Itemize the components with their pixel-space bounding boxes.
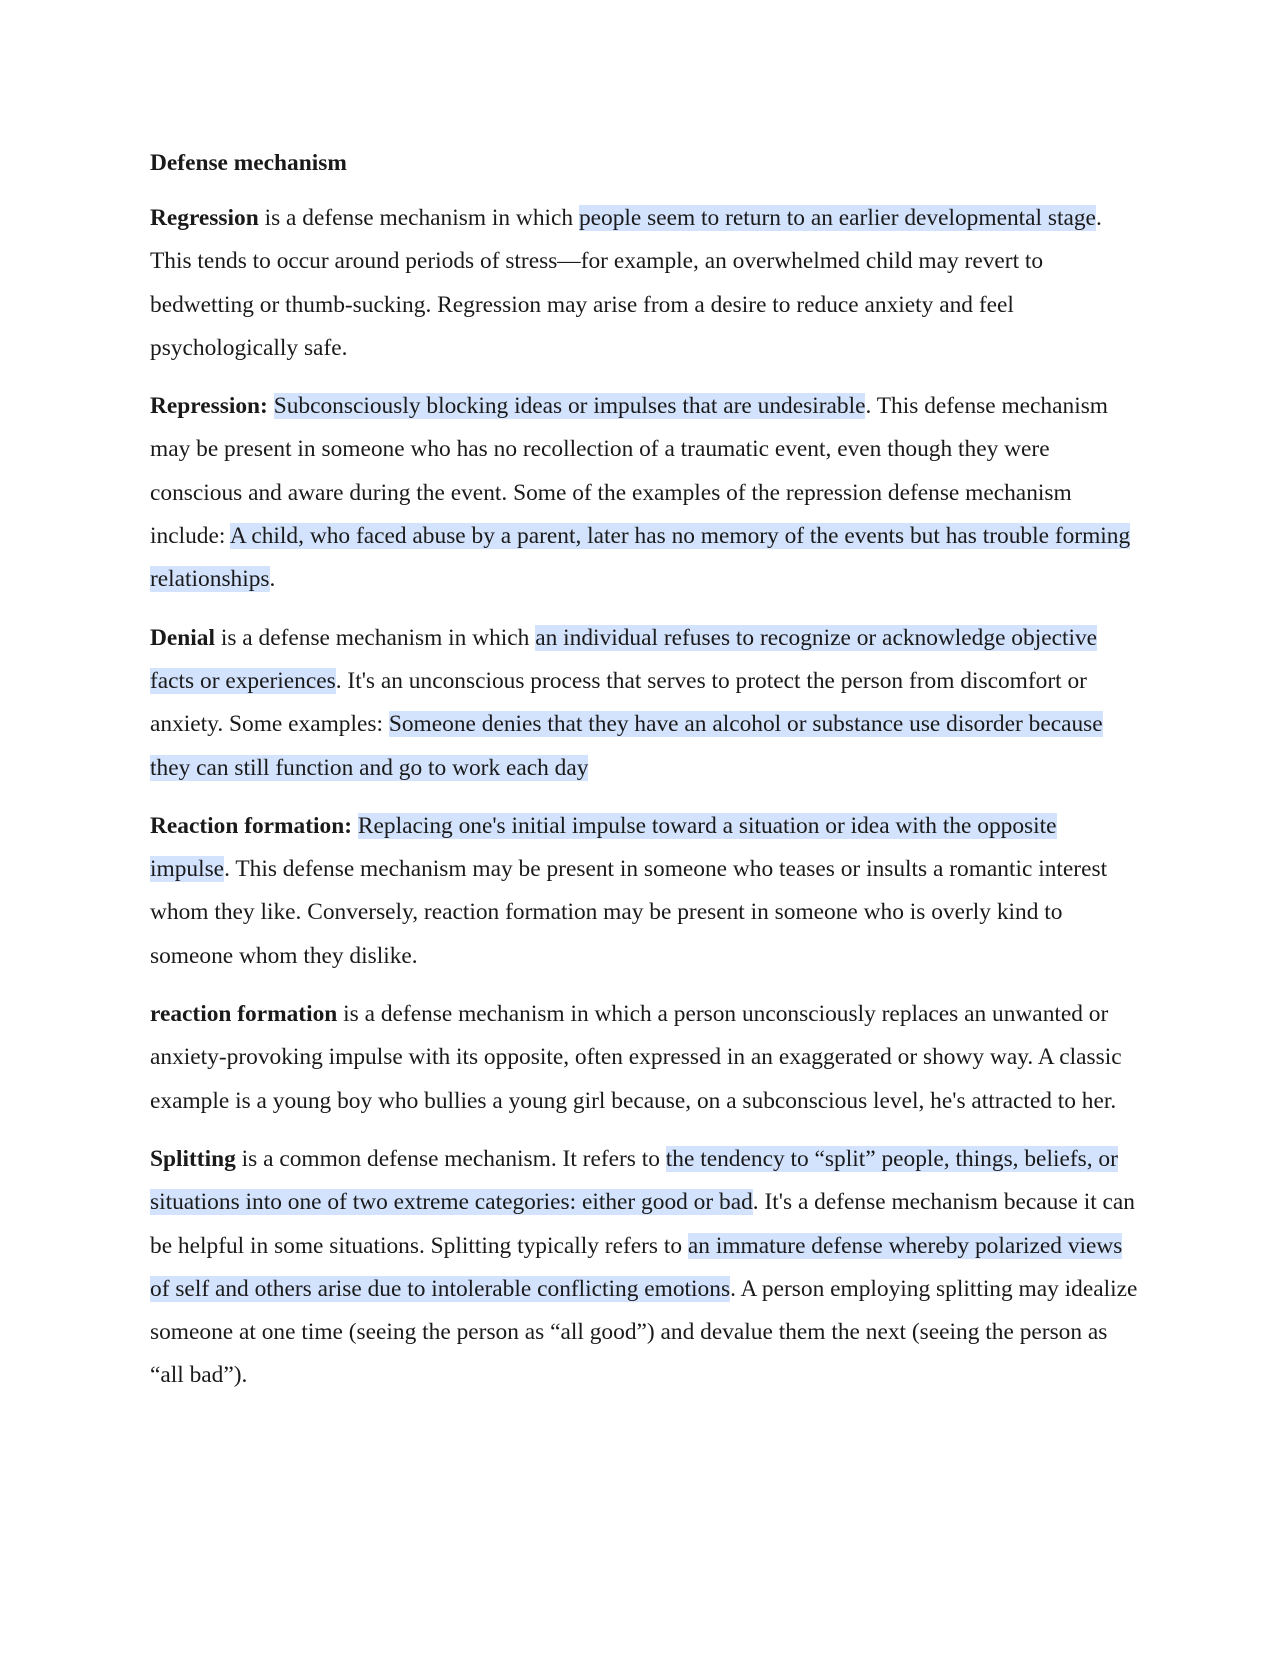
- highlighted-text: people seem to return to an earlier developmental stage: [578, 205, 1096, 231]
- paragraph-term: Repression:: [150, 393, 268, 420]
- paragraph: [150, 197, 1140, 370]
- paragraph-text: is a defense mechanism in which a person unconsciously replaces an unwanted or anxiety-provoking impulse with its opposite, often expressed in an exaggerated or showy way. A classic example is a young boy who bullies a young girl because, on a subconscious level, he's attracted to her.: [150, 1001, 1122, 1114]
- paragraph-text: is a defense mechanism in which: [258, 205, 579, 231]
- paragraph: [150, 805, 1140, 978]
- paragraph-text: [268, 393, 274, 419]
- paragraph-term: Regression: [150, 205, 259, 231]
- highlighted-text: Someone denies that they have an alcohol or substance use disorder because they can still function and go to work each day: [150, 711, 1103, 781]
- highlighted-text: A child, who faced abuse by a parent, later has no memory of the events but has trouble forming relationships: [150, 523, 1131, 593]
- paragraph-text: is a defense mechanism in which: [214, 624, 536, 651]
- paragraph-text: . It's an unconscious process that serves to protect the person from discomfort or anxiety. Some examples:: [150, 667, 1087, 738]
- highlighted-text: Subconsciously blocking ideas or impulses that are undesirable: [273, 393, 866, 420]
- paragraph-term: Denial: [150, 624, 215, 651]
- highlighted-text: an immature defense whereby polarized views of self and others arise due to intolerable conflicting emotions: [150, 1232, 1123, 1302]
- highlighted-text: the tendency to “split” people, things, beliefs, or situations into one of two extreme categories: either good or bad: [150, 1145, 1118, 1216]
- paragraph: [150, 993, 1140, 1123]
- paragraph: [150, 617, 1140, 790]
- document-body: [150, 197, 1140, 1398]
- paragraph-text: . This defense mechanism may be present in someone who teases or insults a romantic interest whom they like. Conversely, reaction formation may be present in someone who is overly kind to someone whom they dislike.: [150, 856, 1108, 969]
- paragraph-text: . This tends to occur around periods of stress—for example, an overwhelmed child may revert to bedwetting or thumb-sucking. Regression may arise from a desire to reduce anxiety and feel psychologically safe.: [150, 205, 1102, 361]
- paragraph-text: . This defense mechanism may be present in someone who has no recollection of a traumatic event, even though they were conscious and aware during the event. Some of the examples of the repression defense mechanism include:: [150, 393, 1108, 550]
- paragraph-text: . A person employing splitting may idealize someone at one time (seeing the person as “all good”) and devalue them the next (seeing the person as “all bad”).: [150, 1275, 1138, 1389]
- document-page: [150, 146, 1140, 1413]
- paragraph: [150, 1138, 1140, 1398]
- paragraph-term: Reaction formation:: [150, 812, 353, 839]
- paragraph-text: is a common defense mechanism. It refers to: [235, 1145, 666, 1172]
- paragraph-text: [352, 813, 358, 839]
- document-title: Defense mechanism: [150, 150, 347, 176]
- highlighted-text: Replacing one's initial impulse toward a situation or idea with the opposite impulse: [150, 812, 1057, 883]
- paragraph-text: . It's a defense mechanism because it can be helpful in some situations. Splitting typically refers to: [150, 1189, 1135, 1259]
- paragraph-text: .: [269, 566, 276, 593]
- paragraph: [150, 385, 1140, 601]
- paragraph-term: Splitting: [150, 1145, 236, 1172]
- paragraph-term: reaction formation: [150, 1001, 338, 1028]
- highlighted-text: an individual refuses to recognize or acknowledge objective facts or experiences: [150, 624, 1098, 694]
